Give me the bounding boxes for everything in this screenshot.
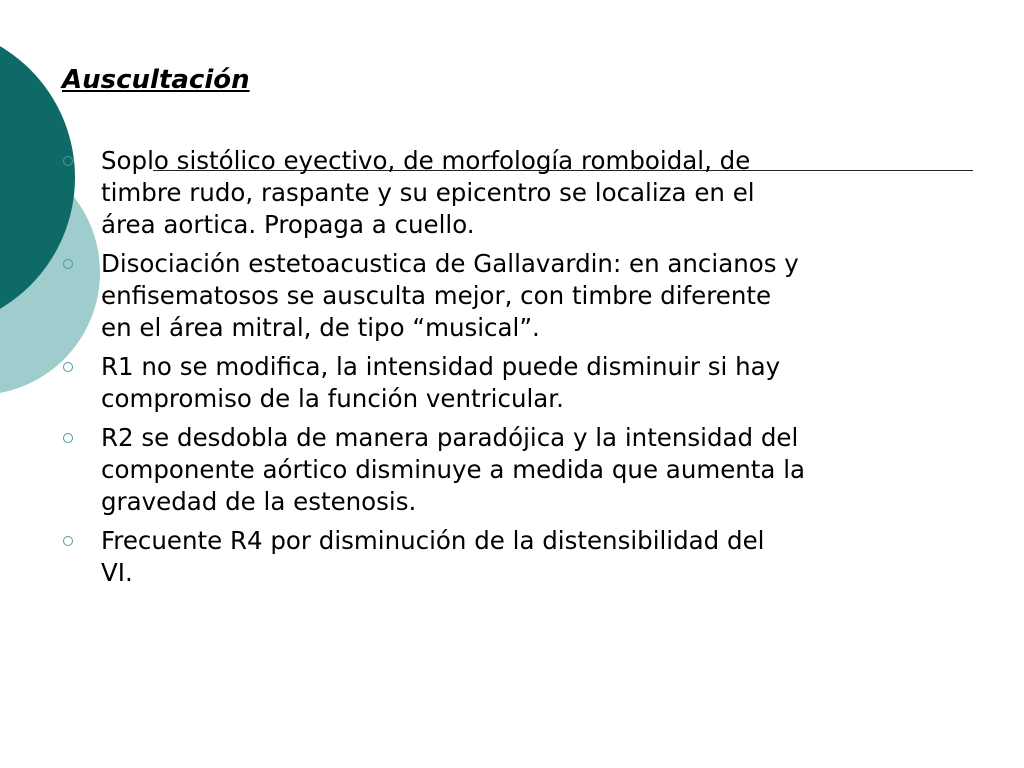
bullet-text: Soplo sistólico eyectivo, de morfología romboidal, de timbre rudo, raspante y su epicentro se localiza en el área aortica. Propaga a cuello. bbox=[101, 146, 755, 239]
hollow-circle-bullet-icon bbox=[63, 362, 73, 372]
bullet-item bbox=[62, 351, 962, 415]
hollow-circle-bullet-icon bbox=[63, 536, 73, 546]
hollow-circle-bullet-icon bbox=[63, 259, 73, 269]
slide-title: Auscultación bbox=[62, 65, 250, 95]
bullet-text: Disociación estetoacustica de Gallavardin: en ancianos y enfisematosos se ausculta mejor, con timbre diferente en el área mitral, de tipo “musical”. bbox=[101, 249, 799, 342]
hollow-circle-bullet-icon bbox=[63, 156, 73, 166]
hollow-circle-bullet-icon bbox=[63, 433, 73, 443]
bullet-text: R2 se desdobla de manera paradójica y la intensidad del componente aórtico disminuye a medida que aumenta la gravedad de la estenosis. bbox=[101, 423, 806, 516]
bullet-item bbox=[62, 422, 962, 518]
bullet-item bbox=[62, 248, 962, 344]
bullet-text: R1 no se modifica, la intensidad puede disminuir si hay compromiso de la función ventricular. bbox=[101, 352, 781, 413]
bullet-item bbox=[62, 525, 962, 589]
bullet-text: Frecuente R4 por disminución de la distensibilidad del VI. bbox=[101, 526, 765, 587]
bullet-item bbox=[62, 145, 962, 241]
bullet-list bbox=[62, 145, 962, 596]
